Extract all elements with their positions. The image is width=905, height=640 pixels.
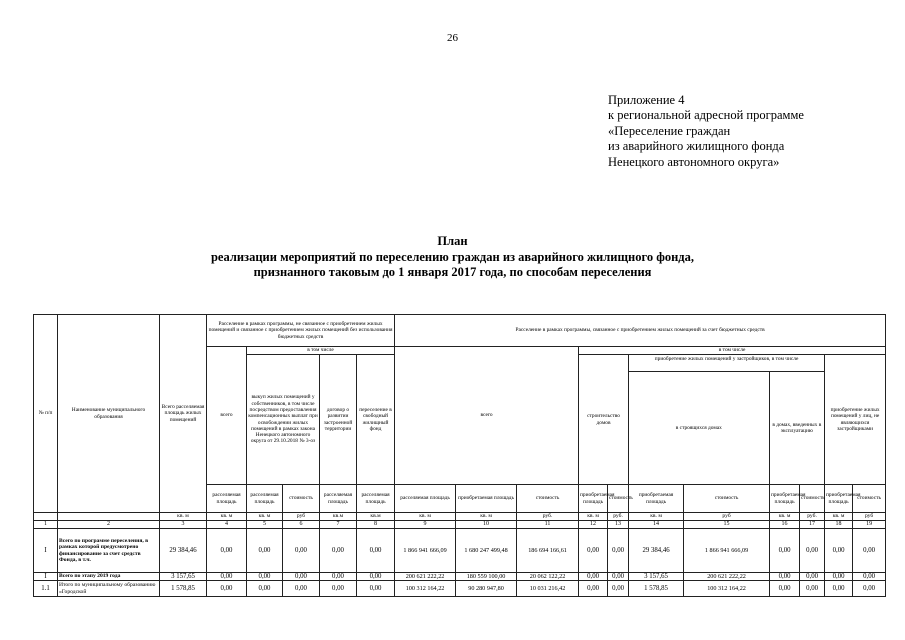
unit-cell: руб.: [800, 513, 825, 521]
header-acquired-area: приобретаемая площадь: [456, 485, 517, 513]
unit-cell: руб: [853, 513, 886, 521]
units-row: [34, 513, 886, 521]
header-commissioned: в домах, введенных в эксплуатацию: [772, 421, 822, 434]
header-all-1: всего: [207, 347, 247, 485]
title-line: План: [437, 234, 468, 248]
unit-cell: кв.м: [320, 513, 357, 521]
document-title: [0, 234, 905, 281]
unit-cell: кв. м: [629, 513, 684, 521]
header-acquired-area: приобретаемая площадь: [629, 485, 684, 513]
header-including-2: в том числе: [579, 347, 886, 355]
row-value-cell: 0,00: [247, 573, 283, 581]
appendix-line: к региональной адресной программе: [608, 108, 804, 123]
unit-cell: руб.: [517, 513, 579, 521]
header-unrelated-resettlement: Расселение в рамках программы, не связанное с приобретением жилых помещений и связанное с приобретением жилых помещений без использования бюджетных средств: [207, 315, 395, 347]
unit-cell: кв. м: [825, 513, 853, 521]
row-value-cell: 0,00: [247, 581, 283, 597]
header-purchase-developers-label: приобретение жилых помещений у застройщиков, в том числе: [629, 355, 824, 372]
row-value-cell: 0,00: [608, 581, 629, 597]
header-cost: стоимость: [684, 485, 770, 513]
table-row: [34, 573, 886, 581]
column-number-cell: 6: [283, 521, 320, 529]
row-value-cell: 0,00: [770, 529, 800, 573]
row-value-cell: 0,00: [579, 581, 608, 597]
row-number: I: [34, 573, 58, 581]
header-buyout: выкуп жилых помещений у собственников, в том числе посредством предоставления компенсационных выплат при освобождении жилых помещений в рамках закона Ненецкого автономного округа от 29.10.2018 № 3-оз: [247, 355, 320, 485]
row-value-cell: 0,00: [608, 529, 629, 573]
row-value-cell: 0,00: [853, 529, 886, 573]
header-related-resettlement: Расселение в рамках программы, связанное с приобретением жилых помещений за счет бюджетных средств: [395, 315, 886, 347]
column-number-cell: 13: [608, 521, 629, 529]
row-value-cell: 0,00: [853, 581, 886, 597]
row-value-cell: 0,00: [825, 529, 853, 573]
row-value-cell: 29 384,46: [629, 529, 684, 573]
row-value-cell: 0,00: [283, 529, 320, 573]
unit-cell: кв. м: [247, 513, 283, 521]
column-number-cell: 12: [579, 521, 608, 529]
header-purchase-developers: [629, 355, 825, 485]
column-number-cell: 7: [320, 521, 357, 529]
unit-cell: руб: [283, 513, 320, 521]
column-number-cell: 19: [853, 521, 886, 529]
row-value-cell: 10 031 216,42: [517, 581, 579, 597]
header-construction: строительство домов: [579, 355, 629, 485]
row-value-cell: 0,00: [770, 573, 800, 581]
row-municipality-name: Итого по муниципальному образованию «Городской: [58, 581, 160, 597]
header-resettle-free-stock: переселение в свободный жилищный фонд: [357, 355, 395, 485]
header-resettled-area: расселяемая площадь: [207, 485, 247, 513]
row-value-cell: 0,00: [357, 529, 395, 573]
row-value-cell: 1 866 941 666,09: [684, 529, 770, 573]
column-number-cell: 3: [160, 521, 207, 529]
row-value-cell: 0,00: [320, 581, 357, 597]
header-resettled-area: расселяемая площадь: [247, 485, 283, 513]
appendix-line: «Переселение граждан: [608, 123, 731, 138]
row-value-cell: 1 578,85: [160, 581, 207, 597]
row-value-cell: 0,00: [207, 581, 247, 597]
unit-cell: кв. м: [207, 513, 247, 521]
header-including-1: в том числе: [247, 347, 395, 355]
table-row: [34, 529, 886, 573]
column-number-cell: 4: [207, 521, 247, 529]
column-number-cell: 18: [825, 521, 853, 529]
column-number-cell: 14: [629, 521, 684, 529]
header-cost: стоимость: [853, 485, 886, 513]
header-total-area: Всего расселяемая площадь жилых помещений: [160, 315, 207, 513]
row-value-cell: 0,00: [579, 573, 608, 581]
header-cost: стоимость: [800, 485, 825, 513]
unit-cell: кв. м: [770, 513, 800, 521]
column-number-cell: 9: [395, 521, 456, 529]
row-municipality-name: Всего по программе переселения, в рамках которой предусмотрено финансирование за счет средств Фонда, в т.ч.: [58, 529, 160, 573]
row-value-cell: 0,00: [800, 529, 825, 573]
row-value-cell: 0,00: [320, 529, 357, 573]
row-value-cell: 0,00: [579, 529, 608, 573]
row-value-cell: 100 312 164,22: [395, 581, 456, 597]
header-acquired-area-short: приобретаемая площадь: [770, 485, 800, 513]
appendix-block: [608, 93, 898, 170]
unit-cell: руб: [684, 513, 770, 521]
row-number: I: [34, 529, 58, 573]
row-value-cell: 0,00: [320, 573, 357, 581]
header-cost: стоимость: [283, 485, 320, 513]
row-value-cell: 0,00: [800, 573, 825, 581]
header-acquired-area-short: приобретаемая площадь: [825, 485, 853, 513]
header-all-2: всего: [395, 347, 579, 485]
row-value-cell: 0,00: [207, 529, 247, 573]
row-value-cell: 3 157,65: [629, 573, 684, 581]
header-resettled-area-2: расселяемая площадь: [395, 485, 456, 513]
column-number-cell: 2: [58, 521, 160, 529]
column-number-cell: 1: [34, 521, 58, 529]
column-number-cell: 10: [456, 521, 517, 529]
row-value-cell: 0,00: [770, 581, 800, 597]
row-value-cell: 3 157,65: [160, 573, 207, 581]
title-line: реализации мероприятий по переселению граждан из аварийного жилищного фонда,: [210, 249, 695, 264]
unit-cell: [34, 513, 58, 521]
resettlement-plan-table: [33, 314, 886, 597]
row-value-cell: 90 280 947,80: [456, 581, 517, 597]
column-number-cell: 16: [770, 521, 800, 529]
unit-cell: руб.: [608, 513, 629, 521]
row-value-cell: 29 384,46: [160, 529, 207, 573]
header-built-area: приобретаемая площадь: [579, 485, 608, 513]
row-value-cell: 180 559 100,00: [456, 573, 517, 581]
unit-cell: кв. м: [579, 513, 608, 521]
column-number-cell: 5: [247, 521, 283, 529]
unit-cell: кв. м: [395, 513, 456, 521]
unit-cell: кв. м: [456, 513, 517, 521]
unit-cell: кв. м: [160, 513, 207, 521]
row-value-cell: 200 621 222,22: [684, 573, 770, 581]
header-municipality: Наименование муниципального образования: [58, 315, 160, 513]
row-value-cell: 186 694 166,61: [517, 529, 579, 573]
row-value-cell: 1 866 941 666,09: [395, 529, 456, 573]
row-value-cell: 100 312 164,22: [684, 581, 770, 597]
column-number-cell: 17: [800, 521, 825, 529]
header-purchase-non-developers: приобретение жилых помещений у лиц, не являющихся застройщиками: [825, 355, 886, 485]
unit-cell: кв.м: [357, 513, 395, 521]
row-value-cell: 0,00: [825, 581, 853, 597]
row-value-cell: 20 062 122,22: [517, 573, 579, 581]
column-numbers-row: [34, 521, 886, 529]
row-value-cell: 1 680 247 499,48: [456, 529, 517, 573]
row-value-cell: 1 578,85: [629, 581, 684, 597]
table-row: [34, 581, 886, 597]
row-value-cell: 0,00: [207, 573, 247, 581]
row-value-cell: 0,00: [357, 581, 395, 597]
appendix-line: Приложение 4: [608, 93, 685, 107]
header-resettled-area: расселяемая площадь: [357, 485, 395, 513]
row-value-cell: 200 621 222,22: [395, 573, 456, 581]
unit-cell: [58, 513, 160, 521]
row-value-cell: 0,00: [825, 573, 853, 581]
row-value-cell: 0,00: [357, 573, 395, 581]
appendix-line: Ненецкого автономного округа»: [608, 154, 780, 169]
row-value-cell: 0,00: [283, 581, 320, 597]
row-value-cell: 0,00: [608, 573, 629, 581]
appendix-line: из аварийного жилищного фонда: [608, 139, 785, 154]
row-municipality-name: Всего по этапу 2019 года: [58, 573, 160, 581]
column-number-cell: 11: [517, 521, 579, 529]
title-line: признанного таковым до 1 января 2017 года, по способам переселения: [253, 265, 652, 280]
column-number-cell: 15: [684, 521, 770, 529]
header-cost: стоимость: [517, 485, 579, 513]
row-value-cell: 0,00: [800, 581, 825, 597]
row-number: 1.1: [34, 581, 58, 597]
page-number: 26: [447, 32, 458, 44]
header-under-construction: в строящихся домах: [629, 372, 770, 484]
header-resettled-area: расселяемая площадь: [320, 485, 357, 513]
column-number-cell: 8: [357, 521, 395, 529]
header-cost: стоимость: [608, 485, 629, 513]
header-development-contract: договор о развитии застроенной территории: [320, 355, 357, 485]
row-value-cell: 0,00: [283, 573, 320, 581]
row-value-cell: 0,00: [247, 529, 283, 573]
row-value-cell: 0,00: [853, 573, 886, 581]
header-num: № п/п: [34, 315, 58, 513]
